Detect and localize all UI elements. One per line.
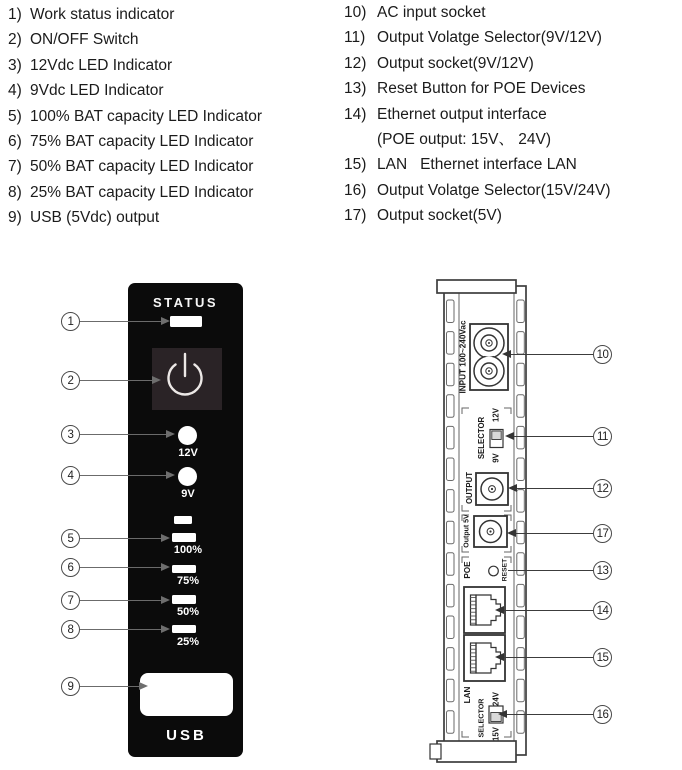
reset-button [489, 566, 499, 576]
callout-5: 5 [61, 529, 80, 548]
legend-item-text: 9Vdc LED Indicator [30, 82, 164, 100]
battery-led-100 [172, 533, 196, 542]
led-12v-label: 12V [178, 447, 198, 459]
leader-line-11 [514, 436, 593, 437]
legend-left-column [8, 2, 338, 231]
battery-led-75 [172, 565, 196, 574]
legend-item-number: 10) [344, 4, 367, 21]
led-9v [178, 467, 197, 486]
led-9v-label: 9V [181, 488, 195, 500]
legend-item-text: Reset Button for POE Devices [377, 80, 586, 98]
callout-2: 2 [61, 371, 80, 390]
leader-line-2 [80, 380, 152, 381]
side-panel-view [425, 276, 537, 770]
legend-item [344, 152, 682, 177]
legend-right-column [344, 0, 682, 229]
lan-label: LAN [463, 686, 472, 704]
legend-item-text: 25% BAT capacity LED Indicator [30, 183, 254, 201]
arrowhead-2 [152, 376, 161, 384]
battery-label-75: 75% [176, 574, 200, 587]
legend-item-number: 9) [8, 209, 22, 227]
selector-12v-label: 12V [491, 408, 501, 422]
callout-15: 15 [593, 648, 612, 667]
callout-1: 1 [61, 312, 80, 331]
callout-4: 4 [61, 466, 80, 485]
leader-line-6 [80, 567, 161, 568]
leader-line-8 [80, 629, 161, 630]
legend-item-number: 14) [344, 105, 367, 123]
arrowhead-17 [507, 529, 516, 537]
legend-item-text: 12Vdc LED Indicator [30, 56, 173, 74]
arrowhead-14 [495, 606, 504, 614]
legend-item [344, 203, 682, 228]
output-5v-label: Output 5V [463, 514, 471, 548]
legend-item-number: 4) [8, 82, 22, 100]
legend-item-text: Output socket(5V) [377, 207, 502, 225]
legend-item-number: 8) [8, 183, 22, 201]
legend-item-text: (POE output: 15V、 24V) [377, 130, 552, 148]
callout-16: 16 [593, 705, 612, 724]
legend-item [8, 154, 338, 179]
output-label: OUTPUT [465, 471, 474, 505]
leader-line-3 [80, 434, 166, 435]
arrowhead-11 [505, 432, 514, 440]
legend-item [344, 25, 682, 50]
leader-line-16 [507, 714, 593, 715]
legend-item-text: ON/OFF Switch [30, 31, 139, 49]
legend-item-number: 17) [344, 207, 367, 225]
callout-11: 11 [593, 427, 612, 446]
battery-label-25: 25% [176, 635, 200, 648]
legend-item [8, 53, 338, 78]
legend-item-text: LAN Ethernet interface LAN [377, 156, 577, 174]
output-socket-5v [474, 516, 507, 547]
leader-line-12 [517, 488, 593, 489]
legend-item [8, 78, 338, 103]
status-label: STATUS [152, 295, 219, 310]
battery-led-50 [172, 595, 196, 604]
ac-input-label: INPUT 100~240Vac [458, 320, 468, 394]
legend-item-number: 15) [344, 156, 367, 174]
legend-item-number [344, 127, 377, 152]
legend-item-text: 50% BAT capacity LED Indicator [30, 158, 254, 176]
legend-item [8, 205, 338, 230]
legend-item-text: AC input socket [377, 4, 486, 21]
selector-9v12v-label: SELECTOR [477, 416, 486, 460]
arrowhead-3 [166, 430, 175, 438]
battery-label-100: 100% [173, 543, 203, 556]
legend-item-number: 2) [8, 31, 22, 49]
arrowhead-16 [498, 710, 507, 718]
leader-line-17 [516, 533, 593, 534]
legend-item-number: 3) [8, 56, 22, 74]
selector-24v-label: 24V [491, 692, 501, 706]
poe-label: POE [463, 561, 472, 579]
selector-9v12v-switch [490, 430, 503, 448]
legend-item-text: Output Volatge Selector(9V/12V) [377, 29, 602, 47]
arrowhead-7 [161, 596, 170, 604]
legend-item [344, 102, 682, 127]
power-icon [152, 348, 222, 410]
legend-item [344, 178, 682, 203]
legend-item-text: 100% BAT capacity LED Indicator [30, 107, 263, 125]
legend-item-number: 16) [344, 181, 367, 199]
legend-item-text: Output Volatge Selector(15V/24V) [377, 181, 611, 199]
callout-17: 17 [593, 524, 612, 543]
callout-14: 14 [593, 601, 612, 620]
leader-line-7 [80, 600, 161, 601]
led-12v [178, 426, 197, 445]
usb-label: USB [166, 727, 207, 744]
legend-item-number: 7) [8, 158, 22, 176]
arrowhead-8 [161, 625, 170, 633]
leader-line-13 [508, 570, 593, 571]
callout-7: 7 [61, 591, 80, 610]
arrowhead-1 [161, 317, 170, 325]
arrowhead-6 [161, 563, 170, 571]
output-socket-9v12v [476, 473, 508, 505]
legend-item [8, 27, 338, 52]
usb-port [140, 673, 233, 716]
legend-item [344, 51, 682, 76]
legend-item-text: USB (5Vdc) output [30, 209, 160, 227]
legend-item [8, 180, 338, 205]
callout-13: 13 [593, 561, 612, 580]
legend-item-number: 13) [344, 80, 367, 98]
callout-3: 3 [61, 425, 80, 444]
status-led [170, 316, 202, 327]
selector-9v-label: 9V [491, 453, 501, 463]
callout-12: 12 [593, 479, 612, 498]
legend-item-number: 5) [8, 107, 22, 125]
battery-label-50: 50% [176, 605, 200, 618]
arrowhead-9 [139, 682, 148, 690]
arrowhead-10 [502, 350, 511, 358]
selector-15v24v-label: SELECTOR [476, 698, 486, 738]
legend-item-text: Ethernet output interface [377, 105, 547, 123]
arrowhead-4 [166, 471, 175, 479]
legend-item-number: 12) [344, 54, 367, 72]
legend-item [8, 2, 338, 27]
power-button [152, 348, 222, 410]
legend-item-number: 1) [8, 6, 22, 23]
callout-10: 10 [593, 345, 612, 364]
callout-6: 6 [61, 558, 80, 577]
leader-line-9 [80, 686, 139, 687]
legend-item-text: Output socket(9V/12V) [377, 54, 534, 72]
leader-line-10 [511, 354, 593, 355]
leader-line-14 [504, 610, 593, 611]
device-bottom-foot [430, 744, 441, 759]
legend-item-number: 6) [8, 132, 22, 150]
legend-item-continuation [344, 127, 682, 152]
leader-line-4 [80, 475, 166, 476]
leader-line-1 [80, 321, 161, 322]
device-top-cap [437, 280, 516, 293]
legend-item-text: 75% BAT capacity LED Indicator [30, 132, 254, 150]
legend-item [344, 76, 682, 101]
leader-line-15 [504, 657, 593, 658]
side-panel-svg [425, 276, 537, 770]
callout-8: 8 [61, 620, 80, 639]
device-bottom-cap [437, 741, 516, 762]
leader-line-5 [80, 538, 161, 539]
legend-item-number: 11) [344, 29, 366, 47]
legend-item-text: Work status indicator [30, 6, 175, 23]
battery-charge-led [174, 516, 192, 524]
reset-label: RESET [501, 558, 509, 582]
legend-item [8, 129, 338, 154]
arrowhead-5 [161, 534, 170, 542]
arrowhead-15 [495, 653, 504, 661]
battery-led-25 [172, 625, 196, 634]
legend-item [344, 0, 682, 25]
callout-9: 9 [61, 677, 80, 696]
legend-item [8, 104, 338, 129]
arrowhead-12 [508, 484, 517, 492]
selector-15v-label: 15V [491, 727, 501, 741]
